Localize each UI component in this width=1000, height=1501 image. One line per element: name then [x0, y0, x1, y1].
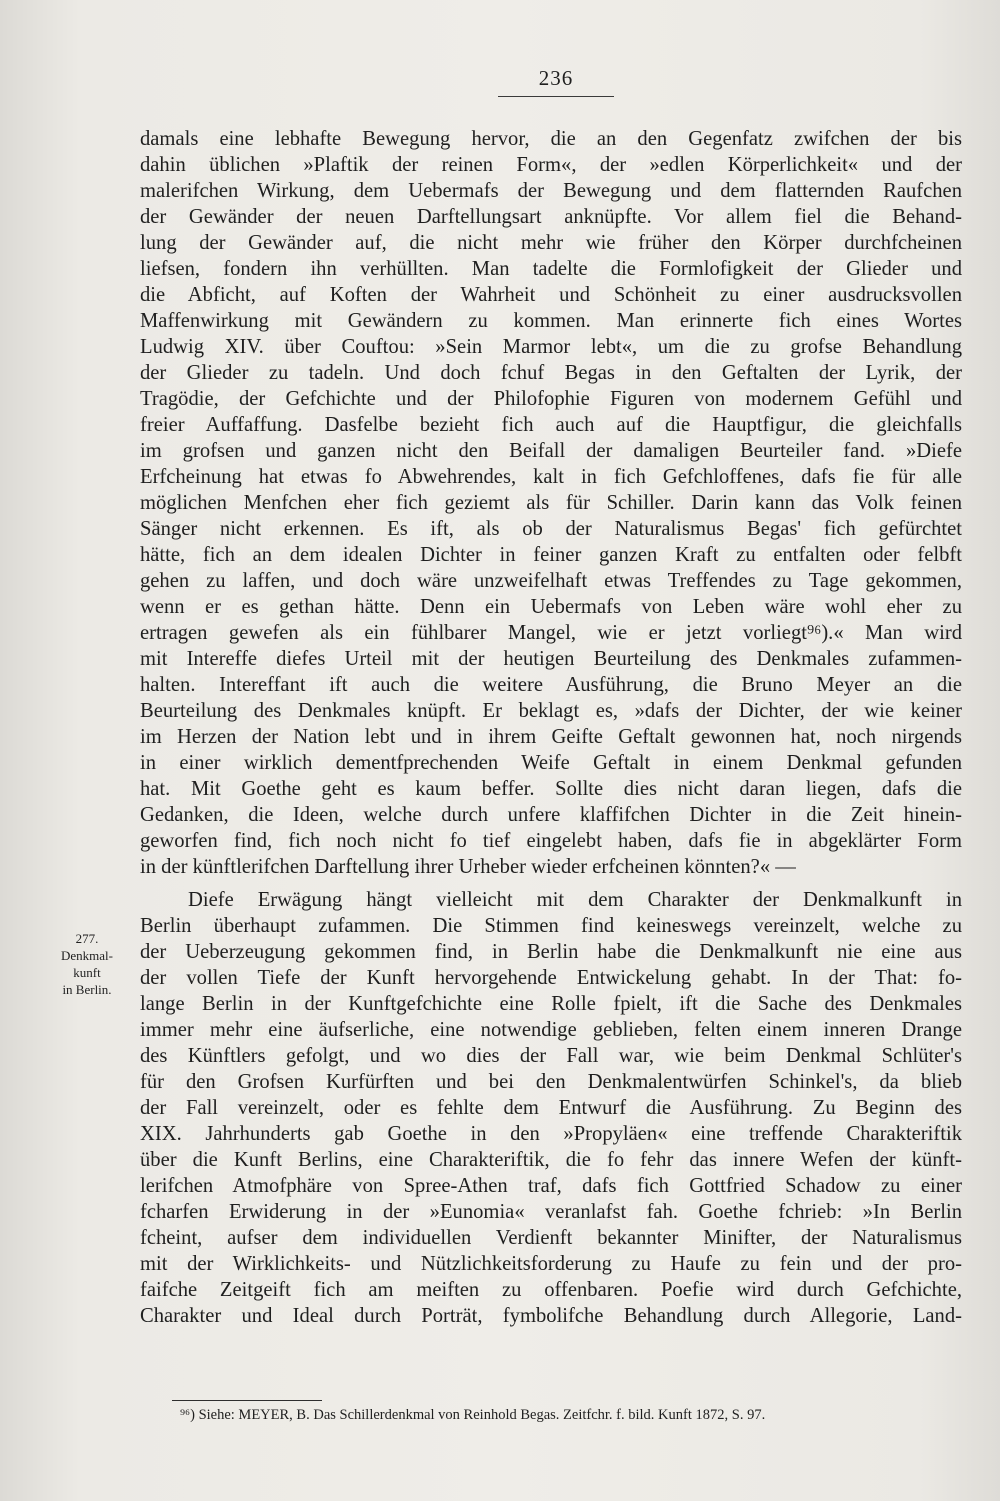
text-line: geworfen find, fich noch nicht fo tief eingelebt haben, dafs fie in abgeklärter Form	[140, 830, 962, 852]
text-line: Erfcheinung hat etwas fo Abwehrendes, kalt in fich Gefchloffenes, dafs fie für alle	[140, 466, 962, 488]
text-line: über die Kunft Berlins, eine Charakteriftik, die fo fehr das innere Wefen der künft-	[140, 1149, 962, 1171]
margin-note-line: kunft	[73, 965, 101, 980]
text-line: fcheint, aufser dem individuellen Verdienft bekannter Minifter, der Naturalismus	[140, 1227, 962, 1249]
text-line: immer mehr eine äufserliche, eine notwendige geblieben, felten einem inneren Drange	[140, 1019, 962, 1041]
text-line: halten. Intereffant ift auch die weitere Ausführung, die Bruno Meyer an die	[140, 674, 962, 696]
text-line: lerifchen Atmofphäre von Spree-Athen traf, dafs fich Gottfried Schadow zu einer	[140, 1175, 962, 1197]
text-line: wenn er es gethan hätte. Denn ein Uebermafs von Leben wäre wohl eher zu	[140, 596, 962, 618]
text-line: lung der Gewänder auf, die nicht mehr wie früher den Körper durchfcheinen	[140, 232, 962, 254]
text-line: liefsen, fondern ihn verhüllten. Man tadelte die Formlofigkeit der Glieder und	[140, 258, 962, 280]
text-line: ertragen gewefen als ein fühlbarer Mangel, wie er jetzt vorliegt⁹⁶).« Man wird	[140, 622, 962, 644]
text-line: dahin üblichen »Plaftik der reinen Form«, der »edlen Körperlichkeit« und der	[140, 154, 962, 176]
text-line: XIX. Jahrhunderts gab Goethe in den »Propyläen« eine treffende Charakteriftik	[140, 1123, 962, 1145]
text-line: lange Berlin in der Kunftgefchichte eine Rolle fpielt, ift die Sache des Denkmales	[140, 993, 962, 1015]
text-line: Gedanken, die Ideen, welche durch unfere klaffifchen Dichter in die Zeit hinein-	[140, 804, 962, 826]
text-line: der Fall vereinzelt, oder es fehlte dem Entwurf die Ausführung. Zu Beginn des	[140, 1097, 962, 1119]
text-line: mit Intereffe diefes Urteil mit der heutigen Beurteilung des Denkmales zufammen-	[140, 648, 962, 670]
text-line: mit der Wirklichkeits- und Nützlichkeitsforderung zu Haufe zu fein und der pro-	[140, 1253, 962, 1275]
text-line: der Gewänder der neuen Darftellungsart anknüpfte. Vor allem fiel die Behand-	[140, 206, 962, 228]
text-line: der Ueberzeugung gekommen find, in Berlin habe die Denkmalkunft nie eine aus	[140, 941, 962, 963]
text-line: hat. Mit Goethe geht es kaum beffer. Sollte dies nicht daran liegen, dafs die	[140, 778, 962, 800]
page-number-rule	[498, 96, 614, 97]
footnote-rule	[172, 1400, 322, 1401]
text-line: Beurteilung des Denkmales knüpft. Er beklagt es, »dafs der Dichter, der wie keiner	[140, 700, 962, 722]
text-line: Tragödie, der Gefchichte und der Philofophie Figuren von modernem Gefühl und	[140, 388, 962, 410]
text-line: gehen zu laffen, und doch wäre unzweifelhaft etwas Treffendes zu Tage gekommen,	[140, 570, 962, 592]
text-line: faifche Zeitgeift fich am meiften zu offenbaren. Poefie wird durch Gefchichte,	[140, 1279, 962, 1301]
text-line: Diefe Erwägung hängt vielleicht mit dem Charakter der Denkmalkunft in	[188, 889, 962, 911]
text-line: im Herzen der Nation lebt und in ihrem Geifte Geftalt gewonnen hat, noch nirgends	[140, 726, 962, 748]
text-line: der Glieder zu tadeln. Und doch fchuf Begas in den Geftalten der Lyrik, der	[140, 362, 962, 384]
margin-note	[40, 930, 134, 998]
text-line: malerifchen Wirkung, dem Uebermafs der Bewegung und dem flatternden Raufchen	[140, 180, 962, 202]
text-line: hätte, fich an dem idealen Dichter in feiner ganzen Kraft zu entfalten oder felbft	[140, 544, 962, 566]
text-line: des Künftlers gefolgt, und wo dies der Fall war, wie beim Denkmal Schlüter's	[140, 1045, 962, 1067]
text-line: für den Grofsen Kurfürften und bei den Denkmalentwürfen Schinkel's, da blieb	[140, 1071, 962, 1093]
text-line: Berlin überhaupt zufammen. Die Stimmen find keineswegs vereinzelt, welche zu	[140, 915, 962, 937]
text-line: Maffenwirkung mit Gewändern zu kommen. Man erinnerte fich eines Wortes	[140, 310, 962, 332]
text-line: freier Auffaffung. Dasfelbe bezieht fich auch auf die Hauptfigur, die gleichfalls	[140, 414, 962, 436]
text-line: Ludwig XIV. über Couftou: »Sein Marmor lebt«, um die zu grofse Behandlung	[140, 336, 962, 358]
text-line: im grofsen und ganzen nicht den Beifall der damaligen Beurteiler fand. »Diefe	[140, 440, 962, 462]
text-line: der vollen Tiefe der Kunft hervorgehende Entwickelung gehabt. In der That: fo-	[140, 967, 962, 989]
text-line: in der künftlerifchen Darftellung ihrer Urheber wieder erfcheinen könnten?« —	[140, 856, 796, 878]
text-line: fcharfen Erwiderung in der »Eunomia« veranlafst fah. Goethe fchrieb: »In Berlin	[140, 1201, 962, 1223]
text-line: die Abficht, auf Koften der Wahrheit und Schönheit zu einer ausdrucksvollen	[140, 284, 962, 306]
margin-note-line: Denkmal-	[61, 948, 113, 963]
page-number: 236	[538, 66, 574, 90]
margin-note-line: in Berlin.	[62, 982, 112, 997]
text-line: möglichen Menfchen eher fich geziemt als für Schiller. Darin kann das Volk feinen	[140, 492, 962, 514]
text-line: Sänger nicht erkennen. Es ift, als ob der Naturalismus Begas' fich gefürchtet	[140, 518, 962, 540]
margin-note-line: 277.	[75, 931, 99, 946]
text-line: in einer wirklich dementfprechenden Weife Geftalt in einem Denkmal gefunden	[140, 752, 962, 774]
text-line: damals eine lebhafte Bewegung hervor, die an den Gegenfatz zwifchen der bis	[140, 128, 962, 150]
body-text	[140, 126, 962, 1329]
text-line: Charakter und Ideal durch Porträt, fymbolifche Behandlung durch Allegorie, Land-	[140, 1305, 962, 1327]
footnote: ⁹⁶) Siehe: MEYER, B. Das Schillerdenkmal von Reinhold Begas. Zeitfchr. f. bild. Kunft 1872, S. 97.	[180, 1407, 766, 1423]
